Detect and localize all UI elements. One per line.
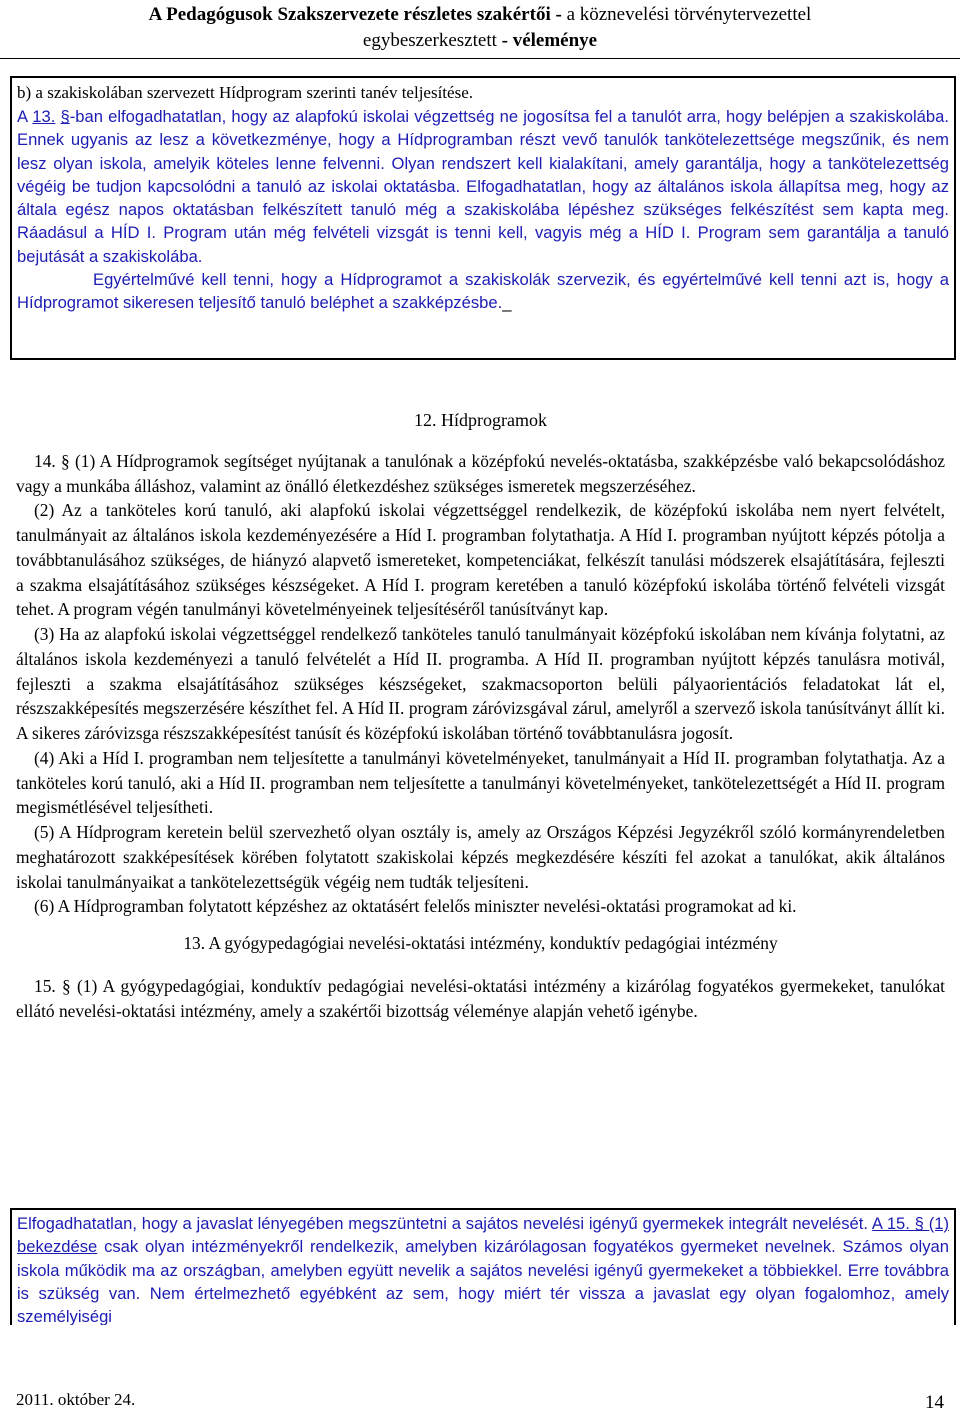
item-b-text: b) a szakiskolában szervezett Hídprogram szerinti tanév teljesítése. (17, 83, 473, 102)
header-rule (0, 58, 960, 59)
comment-text: elfogadhatatlan, hogy az alapfokú iskolai végzettség ne jogosítsa fel a tanulót arra, hogy belépjen a szakiskolába. Ennek ugyanis az lesz a következménye, hogy a Hídprogramban részt vevő tanulók tankötelezettsége megszűnik, és nem lesz olyan iskola, amelyik köteles lenne felvenni. Olyan rendszert kell kialakítani, amely garantálja, hogy a tankötelezettség végéig be tudjon kapcsolódni a tanuló az iskolai oktatásba. Elfogadhatatlan, hogy az általános iskola állapítsa meg, hogy az általa egész napos oktatásban felkészített tanuló még a szakiskolába lépéshez szükséges felkészítést sem kapta meg. Ráadásul a HÍD I. Program után még felvételi vizsgát is tenni kell, vagyis még a HÍD I. Program sem garantálja a tanuló bejutását a szakiskolába. (17, 107, 949, 266)
page-number: 14 (925, 1392, 944, 1413)
page-header (0, 0, 960, 60)
paragraph-14-3: (3) Ha az alapfokú iskolai végzettséggel rendelkező tanköteles tanuló tanulmányait középfokú iskolában nem kívánja folytatni, az általános iskola kezdeményezi a tanuló felvételét a Híd II. programba. A Híd II. programban nyújtott képzés tanulásra motivál, fejleszti a szakma elsajátításához szükséges készségeket, szakmacsoporton belüli pályaorientációs feladatokat lát el, részszakképesítés megszerzésére készíthet fel. A Híd II. program záróvizsgával zárul, amelyről a szervező iskola tanúsítványt állít ki. A sikeres záróvizsga részszakképesítést tanúsít és középfokú iskolában történő továbbtanulásra jogosít. (16, 624, 945, 743)
comment-box-hidprogram (10, 76, 956, 360)
section-title-13: 13. A gyógypedagógiai nevelési-oktatási intézmény, konduktív pedagógiai intézmény (183, 933, 778, 953)
section-link-15-1[interactable]: A 15. § (1) bekezdése (17, 1214, 949, 1257)
section-sign-link[interactable]: § (60, 107, 70, 126)
comment-text: -ban (69, 107, 103, 126)
comment-tail: _ (502, 293, 512, 313)
law-text (16, 408, 945, 1023)
header-opinion: - véleménye (496, 30, 598, 51)
header-line-1 (0, 0, 960, 28)
header-subject: a köznevelési törvénytervezettel (561, 4, 812, 25)
header-organization: A Pedagógusok Szakszervezete részletes szakértői - (148, 4, 562, 25)
footer-date: 2011. október 24. (16, 1390, 136, 1409)
comment-text: Elfogadhatatlan, hogy a javaslat lényegében megszüntetni a sajátos nevelési igényű gyermekek integrált nevelését. (17, 1214, 872, 1233)
header-subject-cont: egybeszerkesztett (362, 30, 497, 51)
paragraph-15-1: 15. § (1) A gyógypedagógiai, konduktív pedagógiai nevelési-oktatási intézmény a kizárólag fogyatékos gyermekeket, tanulókat ellátó nevelési-oktatási intézmény, amely a szakértői bizottság véleménye alapján vehető igénybe. (16, 975, 945, 1021)
comment-text: A (17, 107, 33, 126)
header-line-2 (0, 28, 960, 54)
section-title-12: 12. Hídprogramok (414, 410, 547, 430)
comment-text: csak olyan intézményekről rendelkezik, amelyben kizárólagosan fogyatékos gyermeket nevelnek. Számos olyan iskola működik ma az országban, amelyben együtt nevelik a sajátos nevelési igényű gyermekeket a többiekkel. Erre továbbra is szükség van. Nem értelmezhető egyébként az sem, hogy miért tér vissza a javaslat egy olyan fogalomhoz, amely személyiségi (17, 1237, 949, 1325)
comment-text: Egyértelművé kell tenni, hogy a Hídprogramot a szakiskolák szervezik, és egyértelművé kell tenni azt is, hogy a Hídprogramot sikeresen teljesítő tanuló beléphet a szakképzésbe. (17, 270, 949, 313)
comment-paragraph-2 (17, 268, 949, 315)
comment-paragraph-1 (17, 105, 949, 268)
paragraph-14-6: (6) A Hídprogramban folytatott képzéshez az oktatásért felelős miniszter nevelési-oktatási programokat ad ki. (34, 896, 797, 917)
comment-paragraph-integration (17, 1212, 949, 1325)
paragraph-14-4: (4) Aki a Híd I. programban nem teljesítette a tanulmányi követelményeket, tanulmányait a Híd II. programban folytathatja. Az a tanköteles korú tanuló, aki a Híd II. programban nem teljesítette a tanulmányi követelményeket, tankötelezettségét a Híd II. program megismétlésével teljesítheti. (16, 747, 945, 818)
paragraph-14-2: (2) Az a tanköteles korú tanuló, aki alapfokú iskolai végzettséggel rendelkezik, de középfokú iskolába nem nyert felvételt, tanulmányait az általános iskola kezdeményezésére a Híd I. programban folytathatja. A Híd I. programban nyújtott képzés pótolja a továbbtanulásához szükséges, de hiányzó alapvető ismereteket, kompetenciákat, felkészít tanulási módszerek elsajátítására, fejleszti a szakma elsajátításához szükséges készségeket. A Híd I. program keretében a tanuló középfokú iskolába történő felvételi vizsgát tehet. A program végén tanulmányi követelményeinek teljesítéséről tanúsítványt kap. (16, 500, 945, 620)
paragraph-14-5: (5) A Hídprogram keretein belül szervezhető olyan osztály is, amely az Országos Képzési Jegyzékről szóló kormányrendeletben meghatározott szakképesítések körében folytatott szakiskolai képzés megkezdésére készíti fel azokat a tanulókat, akik általános iskolai tanulmányaikat a tankötelezettségük végéig nem tudták teljesíteni. (16, 822, 945, 892)
paragraph-14-1: 14. § (1) A Hídprogramok segítséget nyújtanak a tanulónak a középfokú nevelés-oktatásba, szakképzésbe való bekapcsolódáshoz vagy a munkába álláshoz, valamint az önálló életkezdéshez szükséges ismeretek megszerzéséhez. (16, 450, 945, 496)
section-link-13[interactable]: 13. (32, 107, 56, 126)
comment-box-integration (10, 1208, 956, 1325)
